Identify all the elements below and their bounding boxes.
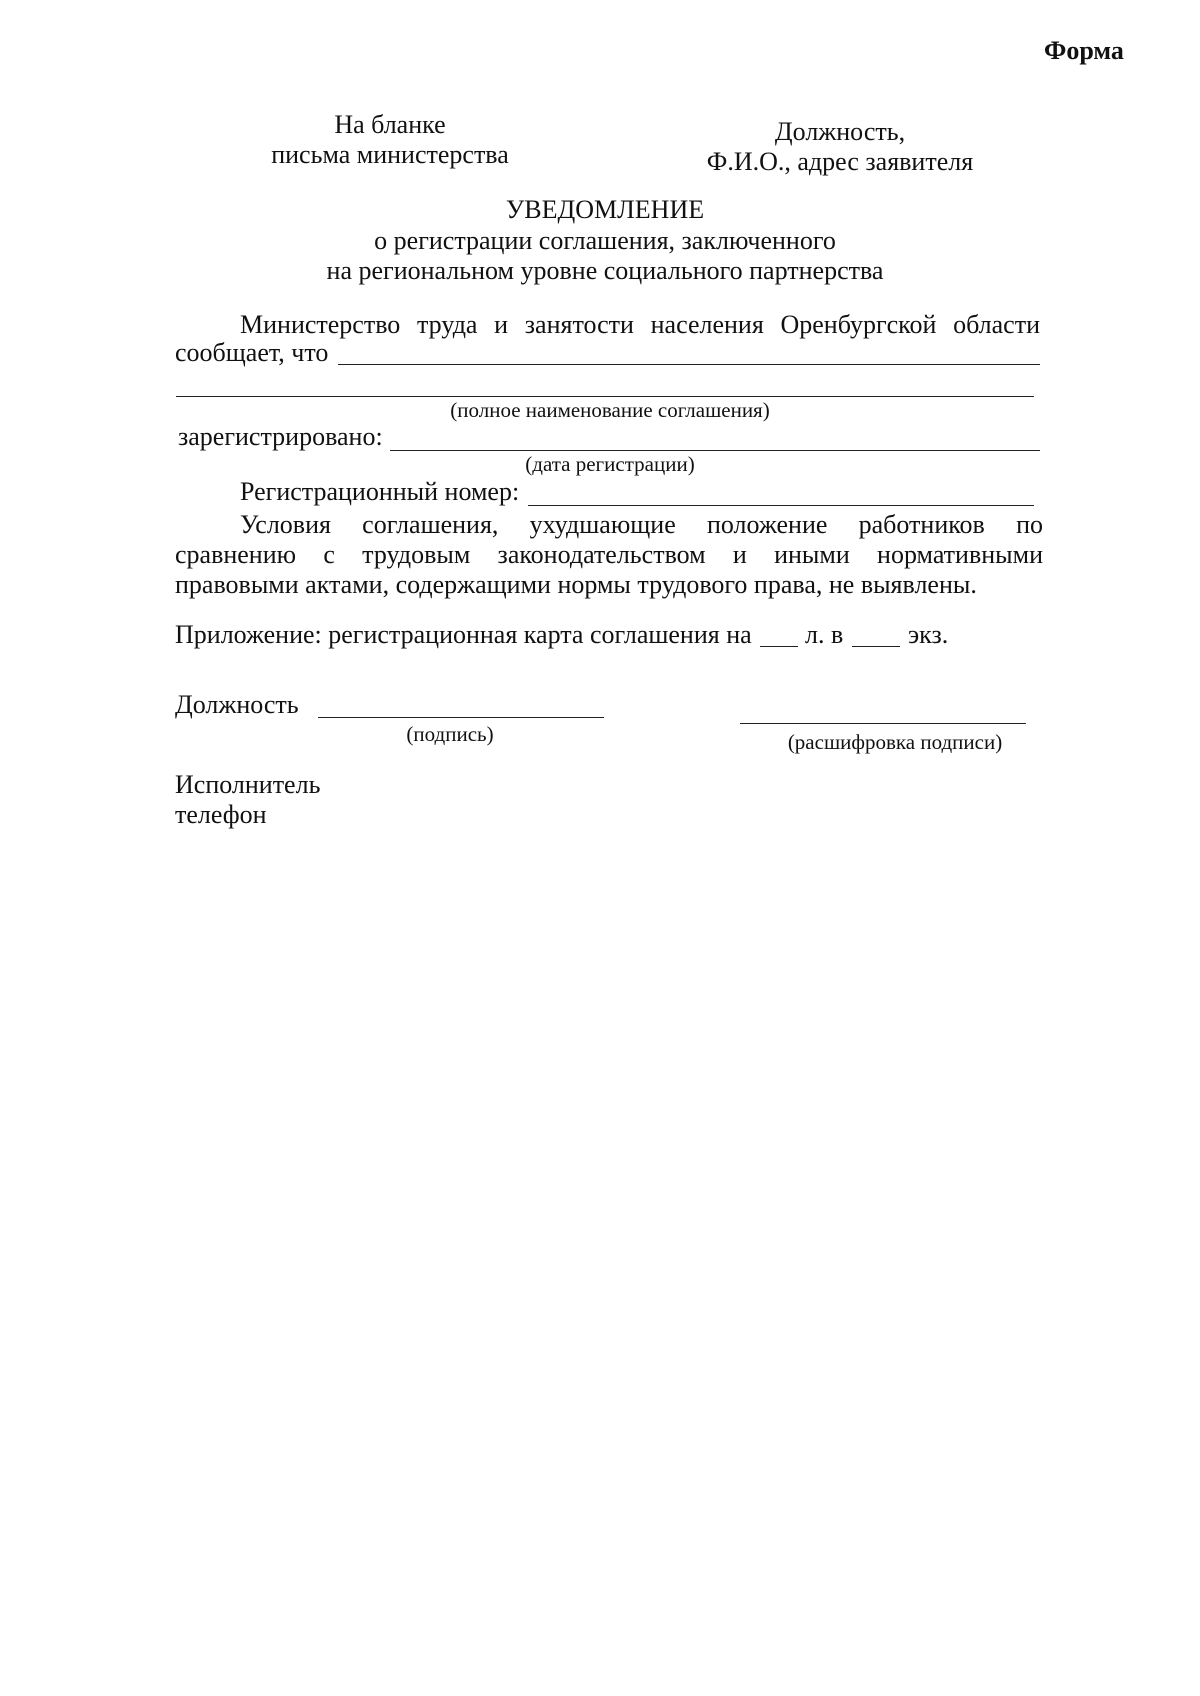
intro-line-2-label: сообщает, что (175, 338, 329, 367)
executor-label: Исполнитель (175, 770, 321, 799)
attachment-pages-field[interactable] (760, 646, 798, 647)
caption-signature-decode: (расшифровка подписи) (787, 730, 1003, 754)
document-title: УВЕДОМЛЕНИЕ (505, 195, 705, 224)
agreement-name-field-line-1[interactable] (338, 364, 1040, 365)
conditions-line-3: правовыми актами, содержащими нормы трудового права, не выявлены. (175, 570, 977, 599)
header-left-line2: письма министерства (271, 140, 509, 169)
form-label: Форма (1044, 36, 1124, 65)
reg-number-label: Регистрационный номер: (240, 477, 520, 506)
agreement-name-field-line-2[interactable] (176, 396, 1034, 397)
registered-label: зарегистрировано: (178, 422, 383, 451)
registration-date-field[interactable] (390, 450, 1040, 451)
header-left-line1: На бланке (334, 110, 446, 139)
intro-line-1: Министерство труда и занятости населения Оренбургской области (240, 310, 1040, 339)
header-right-line1: Должность, (774, 117, 906, 146)
document-subtitle-2: на региональном уровне социального партнерства (326, 256, 884, 285)
caption-signature: (подпись) (406, 722, 494, 746)
conditions-line-1: Условия соглашения, ухудшающие положение работников по (240, 510, 1043, 539)
header-right-line2: Ф.И.О., адрес заявителя (706, 147, 974, 176)
attachment-label: Приложение: регистрационная карта соглашения на (175, 620, 752, 649)
caption-reg-date: (дата регистрации) (525, 452, 695, 476)
signature-field[interactable] (318, 717, 604, 718)
caption-full-name: (полное наименование соглашения) (450, 398, 770, 422)
reg-number-field[interactable] (528, 505, 1034, 506)
document-subtitle-1: о регистрации соглашения, заключенного (374, 226, 836, 255)
attachment-copies-field[interactable] (852, 646, 900, 647)
signature-decode-field[interactable] (740, 723, 1026, 724)
phone-label: телефон (175, 800, 267, 829)
conditions-line-2: сравнению с трудовым законодательством и иными нормативными (175, 540, 1043, 569)
attachment-pages-unit: л. в (805, 620, 844, 649)
position-label: Должность (175, 690, 299, 719)
attachment-copies-unit: экз. (908, 620, 949, 649)
